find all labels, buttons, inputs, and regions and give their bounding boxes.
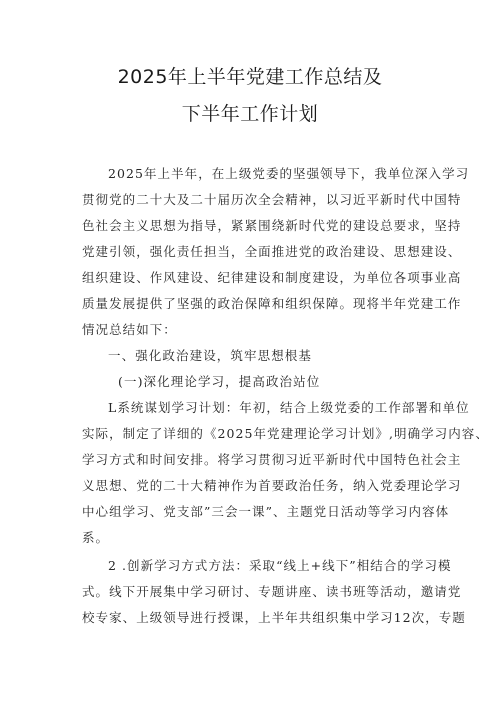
item-1-line: L系统谋划学习计划：年初，结合上级党委的工作部署和单位 xyxy=(108,400,470,415)
item-1-line: 实际，制定了详细的《2025年党建理论学习计划》,明确学习内容、 xyxy=(82,426,489,441)
paragraph-line: 情况总结如下： xyxy=(82,322,177,337)
paragraph-line: 色社会主义思想为指导，紧紧围绕新时代党的建设总要求，坚持 xyxy=(82,218,462,233)
section-heading-1: 一、强化政治建设，筑牢思想根基 xyxy=(108,348,313,363)
item-2-line: 校专家、上级领导进行授课，上半年共组织集中学习12次，专题 xyxy=(82,610,466,625)
paragraph-line: 质量发展提供了坚强的政治保障和组织保障。现将半年党建工作 xyxy=(82,296,462,311)
item-2-line: 式。线下开展集中学习研讨、专题讲座、读书班等活动，邀请党 xyxy=(82,584,462,599)
paragraph-line: 贯彻党的二十大及二十届历次全会精神，以习近平新时代中国特 xyxy=(82,192,462,207)
item-1-line: 系。 xyxy=(82,530,110,545)
item-2-line: 2 .创新学习方式方法：采取“线上+线下”相结合的学习模 xyxy=(108,558,452,573)
item-1-line: 中心组学习、党支部”三会一课”、主题党日活动等学习内容体 xyxy=(82,504,450,519)
item-1-line: 学习方式和时间安排。将学习贯彻习近平新时代中国特色社会主 xyxy=(82,452,462,467)
document-title-line-2: 下半年工作计划 xyxy=(181,103,319,125)
paragraph-line: 党建引领，强化责任担当，全面推进党的政治建设、思想建设、 xyxy=(82,244,462,259)
document-title-line-1: 2025年上半年党建工作总结及 xyxy=(117,66,383,88)
subsection-heading: (一)深化理论学习，提高政治站位 xyxy=(118,374,321,389)
item-1-line: 义思想、党的二十大精神作为首要政治任务，纳入党委理论学习 xyxy=(82,478,462,493)
paragraph-line: 2025年上半年，在上级党委的坚强领导下，我单位深入学习 xyxy=(108,166,470,181)
paragraph-line: 组织建设、作风建设、纪律建设和制度建设，为单位各项事业高 xyxy=(82,270,462,285)
